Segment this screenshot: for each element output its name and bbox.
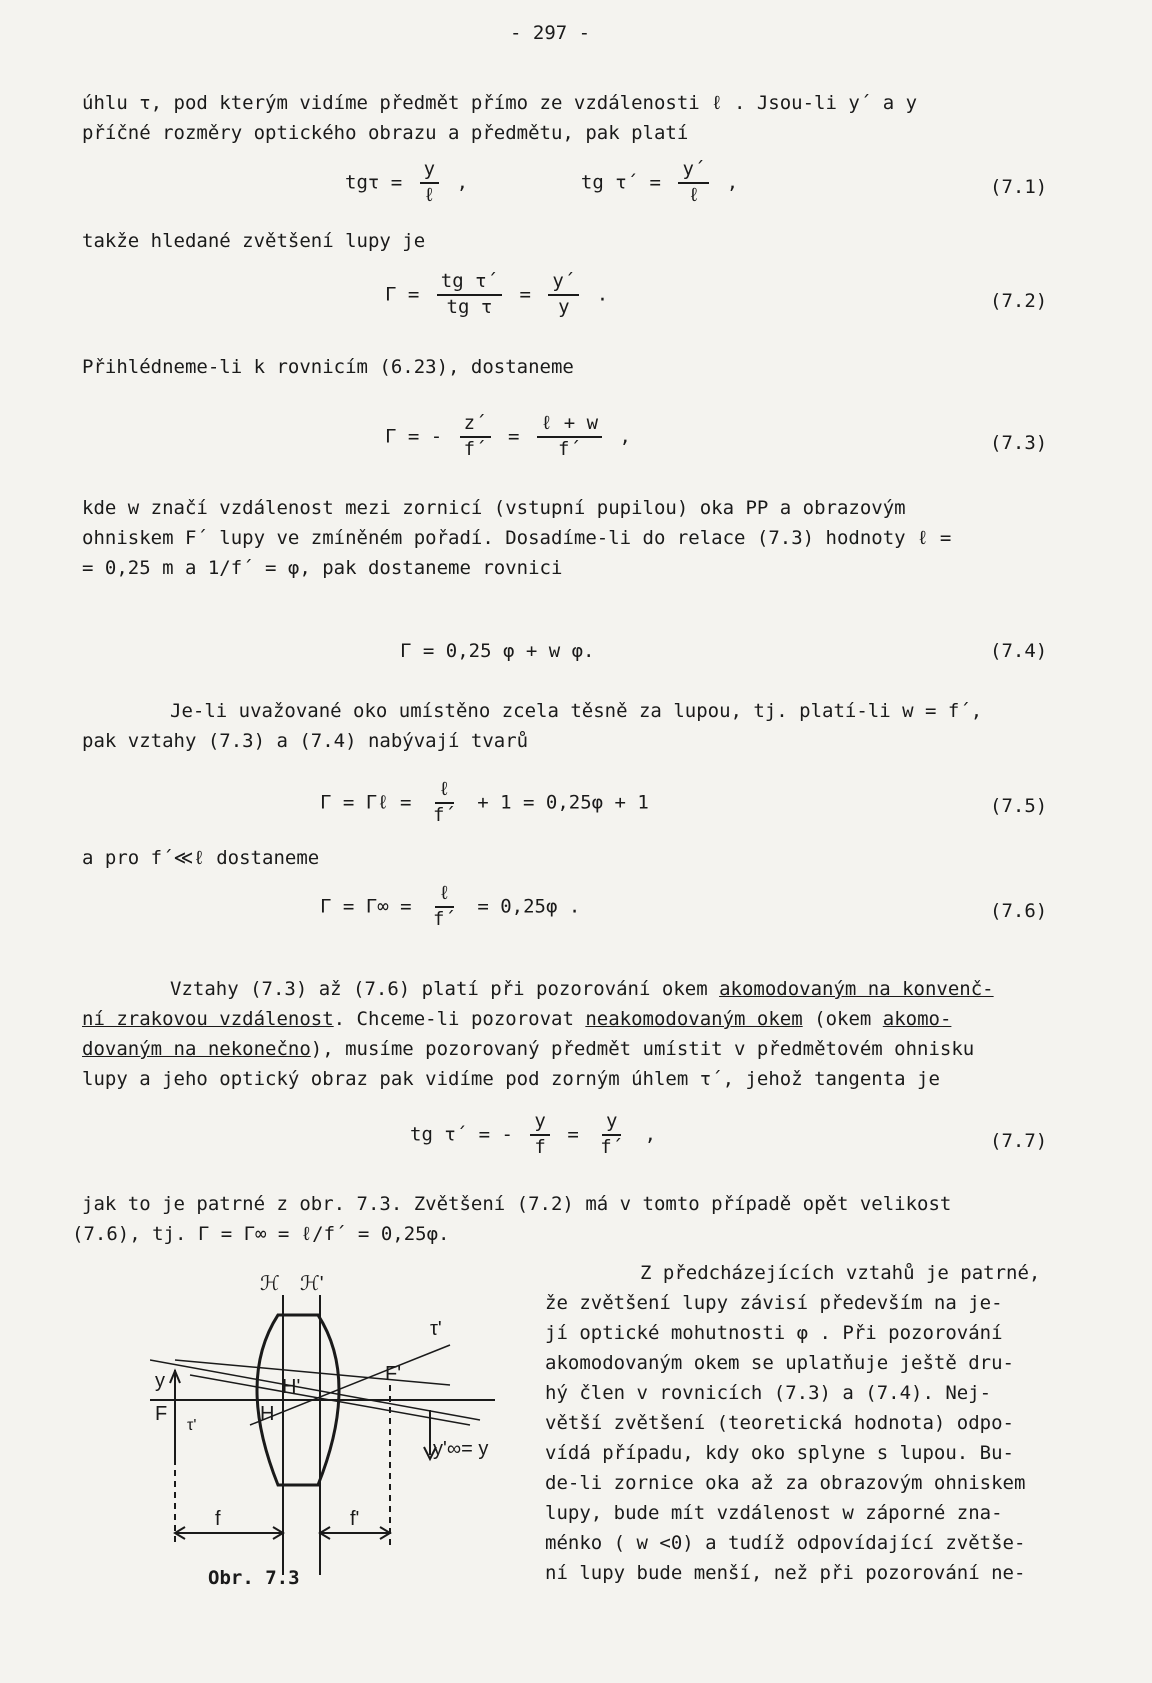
label-f-point: F [155,1403,168,1425]
paragraph-line: ní lupy bude menší, než při pozorování ne- [545,1562,1026,1584]
paragraph-line: Přihlédneme-li k rovnicím (6.23), dostaneme [82,356,574,378]
paragraph-line: ménko ( w <0) a tudíž odpovídající zvětše- [545,1532,1026,1554]
paragraph-line: kde w značí vzdálenost mezi zornicí (vstupní pupilou) oka PP a obrazovým [82,497,906,519]
equation-7-3: Γ = - $\frac{z´}{f´}$ = $\frac{\text{ℓ + w}}{f´}$ , [385,412,631,460]
fraction: $\frac{y´}{y}$ [548,270,579,320]
paragraph-line: příčné rozměry optického obrazu a předmětu, pak platí [82,122,689,144]
fraction: $\frac{y}{\text{ℓ}}$ [420,158,439,208]
label-dimension-f-prime: f' [350,1508,360,1530]
fraction: $\frac{y}{f´}$ [600,1110,624,1158]
label-h-prime-point: H' [282,1376,301,1398]
label-tau-prime: τ' [430,1318,442,1340]
paragraph-line: dovaným na nekonečno), musíme pozorovaný předmět umístit v předmětovém ohnisku [82,1038,975,1060]
fraction: $\frac{\text{ℓ}}{f´}$ [432,882,456,930]
paragraph-line: ní zrakovou vzdálenost. Chceme-li pozorovat neakomodovaným okem (okem akomo- [82,1008,952,1030]
label-tau-prime-small: τ' [187,1417,197,1434]
paragraph-line: jak to je patrné z obr. 7.3. Zvětšení (7.2) má v tomto případě opět velikost [82,1193,952,1215]
equation-7-2: Γ = $\frac{\text{tg τ´}}{\text{tg τ}}$ = $\frac{y´}{y}$ . [385,270,609,318]
paragraph-line: = 0,25 m a 1/f´ = φ, pak dostaneme rovnici [82,557,563,579]
paragraph-line: ohniskem F´ lupy ve zmíněném pořadí. Dosadíme-li do relace (7.3) hodnoty ℓ = [82,527,952,549]
paragraph-line: lupy, bude mít vzdálenost w záporné zna- [545,1502,1003,1524]
equation-number: (7.2) [990,290,1048,312]
paragraph-line: Vztahy (7.3) až (7.6) platí při pozorování okem akomodovaným na konvenč- [170,978,994,1000]
ray [250,1345,450,1425]
equation-7-4: Γ = 0,25 φ + w φ. [400,640,595,662]
fraction: $\frac{z´}{f´}$ [460,412,491,462]
equation-7-6: Γ = Γ∞ = $\frac{\text{ℓ}}{f´}$ = 0,25φ . [320,882,581,930]
fraction: $\frac{y}{f}$ [530,1110,549,1160]
label-image-size: y'∞= y [433,1438,489,1460]
equation-number: (7.4) [990,640,1048,662]
fraction: $\frac{y´}{\text{ℓ}}$ [678,158,709,208]
paragraph-line: jí optické mohutnosti φ . Při pozorování [545,1322,1003,1344]
paragraph-line: de-li zornice oka až za obrazovým ohniskem [545,1472,1026,1494]
paragraph-line: úhlu τ, pod kterým vidíme předmět přímo ze vzdálenosti ℓ . Jsou-li y´ a y [82,92,918,114]
fraction: $\frac{\text{tg τ´}}{\text{tg τ}}$ [437,270,502,320]
equation-number: (7.3) [990,432,1048,454]
equation-number: (7.5) [990,795,1048,817]
equation-number: (7.7) [990,1130,1048,1152]
paragraph-line: Je-li uvažované oko umístěno zcela těsně za lupou, tj. platí-li w = f´, [170,700,983,722]
equation-7-1: tgτ = $\frac{y}{\text{ℓ}}$ , tg τ´ = $\frac{y´}{\text{ℓ}}$ , [345,158,739,206]
paragraph-line: vídá případu, kdy oko splyne s lupou. Bu- [545,1442,1014,1464]
equation-7-5: Γ = Γℓ = $\frac{\text{ℓ}}{f´}$ + 1 = 0,25φ + 1 [320,778,649,826]
equation-number: (7.6) [990,900,1048,922]
label-y: y [155,1370,165,1392]
paragraph-line: lupy a jeho optický obraz pak vidíme pod zorným úhlem τ´, jehož tangenta je [82,1068,940,1090]
label-f-prime-point: F' [385,1363,402,1385]
paragraph-line: (7.6), tj. Γ = Γ∞ = ℓ/f´ = 0,25φ. [72,1223,450,1245]
label-h-point: H [260,1403,275,1425]
equation-number: (7.1) [990,176,1048,198]
paragraph-line: hý člen v rovnicích (7.3) a (7.4). Nej- [545,1382,992,1404]
fraction: $\frac{\text{ℓ}}{f´}$ [432,778,456,826]
paragraph-line: takže hledané zvětšení lupy je [82,230,426,252]
paragraph-line: že zvětšení lupy závisí především na je- [545,1292,1003,1314]
figure-caption: Obr. 7.3 [208,1567,300,1589]
label-dimension-f: f [215,1508,221,1530]
equation-7-7: tg τ´ = - $\frac{y}{f}$ = $\frac{y}{f´}$ , [410,1110,657,1158]
paragraph-line: akomodovaným okem se uplatňuje ještě dru- [545,1352,1014,1374]
paragraph-line: a pro f´≪ℓ dostaneme [82,847,320,869]
label-h-plane-prime: ℋ' [300,1275,324,1295]
paragraph-line: větší zvětšení (teoretická hodnota) odpo- [545,1412,1014,1434]
figure-7-3-lens-diagram [150,1275,550,1595]
paragraph-line: Z předcházejících vztahů je patrné, [640,1262,1041,1284]
page-number: - 297 - [510,22,591,44]
fraction: $\frac{\text{ℓ + w}}{f´}$ [537,412,602,462]
label-h-plane: ℋ [260,1275,280,1295]
paragraph-line: pak vztahy (7.3) a (7.4) nabývají tvarů [82,730,529,752]
